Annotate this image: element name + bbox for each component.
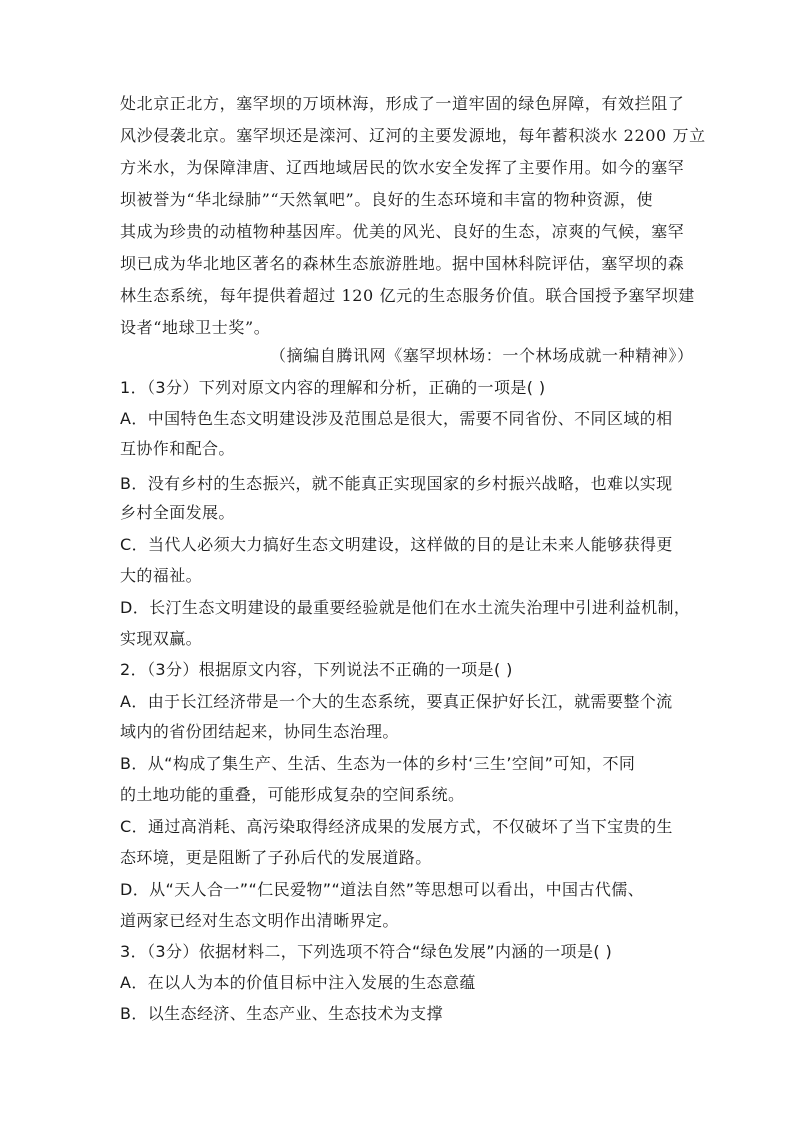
option-c-line: C．通过高消耗、高污染取得经济成果的发展方式，不仅破坏了当下宝贵的生 xyxy=(120,817,673,836)
question-stem: 1．（3分）下列对原文内容的理解和分析，正确的一项是( ) xyxy=(120,378,546,397)
option-a-line: A．由于长江经济带是一个大的生态系统，要真正保护好长江，就需要整个流 xyxy=(120,692,673,711)
option-a-line: A．中国特色生态文明建设涉及范围总是很大，需要不同省份、不同区域的相 xyxy=(120,409,673,428)
question-stem: 2．（3分）根据原文内容，下列说法不正确的一项是( ) xyxy=(120,660,513,679)
option-a-line: 互协作和配合。 xyxy=(120,439,235,458)
option-b-line: B．以生态经济、生态产业、生态技术为支撑 xyxy=(120,1004,443,1023)
passage-source: （摘编自腾讯网《塞罕坝林场：一个林场成就一种精神》） xyxy=(270,346,694,365)
passage-line: 风沙侵袭北京。塞罕坝还是滦河、辽河的主要发源地，每年蓄积淡水 2200 万立 xyxy=(120,126,706,145)
passage-line: 处北京正北方，塞罕坝的万顷林海，形成了一道牢固的绿色屏障，有效拦阻了 xyxy=(120,94,685,113)
option-c-line: C．当代人必须大力搞好生态文明建设，这样做的目的是让未来人能够获得更 xyxy=(120,535,673,554)
option-d-line: D．从“天人合一”“仁民爱物”“道法自然”等思想可以看出，中国古代儒、 xyxy=(120,880,645,899)
passage-line: 方米水，为保障津唐、辽西地域居民的饮水安全发挥了主要作用。如今的塞罕 xyxy=(120,158,685,177)
option-b-line: 的土地功能的重叠，可能形成复杂的空间系统。 xyxy=(120,785,465,804)
question-stem: 3．（3分）依据材料二，下列选项不符合“绿色发展”内涵的一项是( ) xyxy=(120,942,613,961)
passage-line: 坝被誉为“华北绿肺”“天然氧吧”。良好的生态环境和丰富的物种资源，使 xyxy=(120,190,654,209)
option-b-line: 乡村全面发展。 xyxy=(120,503,235,522)
option-d-line: 道两家已经对生态文明作出清晰界定。 xyxy=(120,911,399,930)
option-d-line: D．长汀生态文明建设的最重要经验就是他们在水土流失治理中引进利益机制， xyxy=(120,598,691,617)
passage-line: 坝已成为华北地区著名的森林生态旅游胜地。据中国林科院评估，塞罕坝的森 xyxy=(120,254,685,273)
passage-line: 林生态系统，每年提供着超过 120 亿元的生态服务价值。联合国授予塞罕坝建 xyxy=(120,286,695,305)
option-d-line: 实现双赢。 xyxy=(120,629,203,648)
option-b-line: B．从“构成了集生产、生活、生态为一体的乡村‘三生’空间”可知，不同 xyxy=(120,754,636,773)
option-a-line: A．在以人为本的价值目标中注入发展的生态意蕴 xyxy=(120,973,476,992)
passage-line: 其成为珍贵的动植物种基因库。优美的风光、良好的生态，凉爽的气候，塞罕 xyxy=(120,222,685,241)
option-c-line: 态环境，更是阻断了子孙后代的发展道路。 xyxy=(120,848,432,867)
passage-line: 设者“地球卫士奖”。 xyxy=(120,318,271,337)
option-c-line: 大的福祉。 xyxy=(120,566,203,585)
option-b-line: B．没有乡村的生态振兴，就不能真正实现国家的乡村振兴战略，也难以实现 xyxy=(120,474,673,493)
option-a-line: 域内的省份团结起来，协同生态治理。 xyxy=(120,722,399,741)
